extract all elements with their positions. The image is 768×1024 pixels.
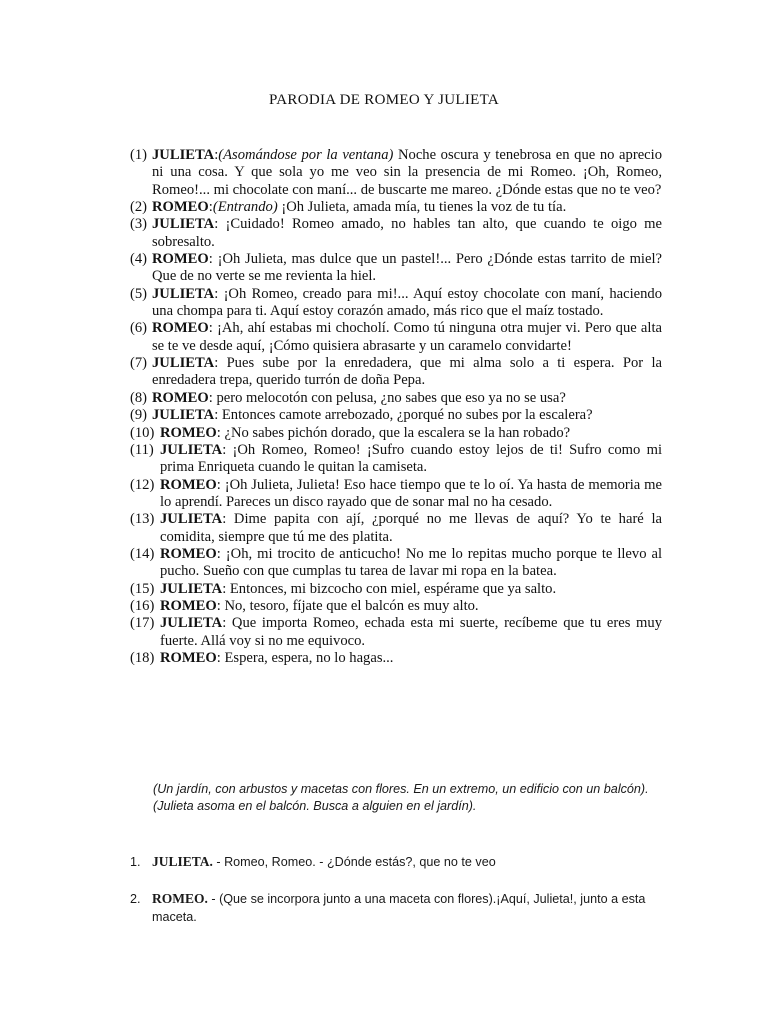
entry-number: (13) [130, 511, 155, 528]
entry-number: (15) [130, 580, 155, 597]
stage-direction-setting: (Un jardín, con arbustos y macetas con flores. En un extremo, un edificio con un balcón). [153, 782, 649, 796]
speaker-separator: : [214, 216, 226, 233]
dialogue-line [130, 890, 670, 926]
script-entry [130, 477, 662, 512]
script-entry [130, 199, 662, 216]
entry-text: ¡Oh Julieta, Julieta! Eso hace tiempo que te lo oí. Ya hasta de memoria me lo aprendí. Pareces un disco rayado que de sonar mal no ha cesado. [160, 476, 662, 510]
speaker-separator: : [208, 389, 217, 406]
speaker-separator: : [208, 320, 218, 337]
speaker-separator: : [214, 285, 224, 302]
script-entry [130, 598, 662, 615]
speaker-separator: : [216, 597, 225, 614]
entry-number: (5) [130, 285, 148, 302]
speaker-separator: : [222, 615, 232, 632]
line-number: 1. [130, 855, 141, 869]
speaker-separator: : [208, 199, 213, 216]
script-entry [130, 320, 662, 355]
speaker-name: JULIETA [160, 580, 223, 597]
numbered-script [130, 147, 662, 667]
dialogue-line [130, 853, 670, 871]
script-entry [130, 286, 662, 321]
speaker-name: JULIETA [152, 285, 215, 302]
entry-number: (17) [130, 615, 155, 632]
speaker-name: ROMEO [152, 320, 209, 337]
speaker-separator: : [208, 251, 218, 268]
entry-number: (9) [130, 407, 148, 424]
entry-text: Dime papita con ají, ¿porqué no me llevas de aquí? Yo te haré la comidita, siempre que tú me des platita. [160, 511, 662, 545]
speaker-name: JULIETA [160, 511, 223, 528]
entry-number: (16) [130, 597, 155, 614]
speaker-name: ROMEO. [152, 891, 208, 906]
entry-text: ¡Oh Romeo, Romeo! ¡Sufro cuando estoy lejos de ti! Sufro como mi prima Enriqueta cuando le quitan la camiseta. [160, 441, 663, 476]
speaker-name: ROMEO [152, 389, 209, 406]
entry-number: (12) [130, 476, 155, 493]
speaker-name: JULIETA [160, 441, 223, 458]
script-entry [130, 650, 662, 667]
script-entry [130, 355, 662, 390]
script-entry [130, 546, 662, 581]
page-title: PARODIA DE ROMEO Y JULIETA [269, 92, 499, 108]
speaker-name: JULIETA [152, 407, 215, 424]
entry-number: (1) [130, 147, 148, 163]
speaker-separator: : [222, 511, 234, 528]
speaker-name: ROMEO [160, 545, 217, 562]
entry-number: (18) [130, 649, 155, 666]
speaker-separator: : [216, 545, 226, 562]
script-entry [130, 147, 662, 199]
entry-number: (11) [130, 441, 154, 458]
stage-directions [153, 781, 663, 815]
script-entry [130, 511, 662, 546]
entry-number: (10) [130, 424, 155, 441]
stage-direction: (Entrando) [212, 199, 278, 216]
speaker-separator: : [214, 147, 219, 163]
entry-number: (6) [130, 320, 148, 337]
entry-text: Noche oscura y tenebrosa en que no aprecio ni una cosa. Y que sola yo me veo sin la presencia de mi Romeo. ¡Oh, Romeo, Romeo!... mi chocolate con maní... de buscarte me mareo. ¿Dónde estas que no te veo? [152, 147, 662, 198]
stage-direction-action: (Julieta asoma en el balcón. Busca a alguien en el jardín). [153, 799, 477, 813]
speaker-separator: : [216, 424, 225, 441]
speaker-name: ROMEO [160, 597, 217, 614]
script-entry [130, 251, 662, 286]
speaker-name: ROMEO [152, 199, 209, 216]
entry-text: Espera, espera, no lo hagas... [224, 649, 394, 666]
entry-text: No, tesoro, fíjate que el balcón es muy alto. [224, 597, 479, 614]
entry-text: ¡Oh, mi trocito de anticucho! No me lo repitas mucho porque te llevo al pucho. Sueño con que cumplas tu tarea de lavar mi ropa en la batea. [160, 545, 663, 580]
speaker-name: JULIETA [152, 147, 215, 163]
speaker-name: ROMEO [160, 649, 217, 666]
line-text: - (Que se incorpora junto a una maceta con flores).¡Aquí, Julieta!, junto a esta maceta. [152, 892, 646, 924]
script-entry [130, 442, 662, 477]
speaker-separator: : [214, 355, 227, 372]
speaker-name: JULIETA [152, 216, 215, 233]
entry-text: ¡Oh Julieta, mas dulce que un pastel!... Pero ¿Dónde estas tarrito de miel? Que de no verte se me revienta la hiel. [152, 251, 662, 285]
speaker-name: ROMEO [160, 476, 217, 493]
entry-number: (7) [130, 355, 148, 372]
entry-text: ¡Ah, ahí estabas mi chocholí. Como tú ninguna otra mujer vi. Pero que alta se te ve desde aquí, ¡Cómo quisiera abrasarte y un caramelo convidarte! [152, 320, 662, 354]
entry-text: ¡Oh Julieta, amada mía, tu tienes la voz de tu tía. [277, 199, 567, 216]
entry-text: pero melocotón con pelusa, ¿no sabes que eso ya no se usa? [216, 389, 566, 406]
speaker-separator: : [216, 649, 225, 666]
speaker-name: JULIETA [160, 615, 223, 632]
script-entry [130, 216, 662, 251]
speaker-separator: : [216, 476, 225, 493]
script-entry [130, 581, 662, 598]
entry-text: ¿No sabes pichón dorado, que la escalera se la han robado? [224, 424, 571, 441]
entry-text: Que importa Romeo, echada esta mi suerte, recíbeme que tu eres muy fuerte. Allá voy si no me equivoco. [160, 615, 663, 649]
entry-text: ¡Oh Romeo, creado para mi!... Aquí estoy chocolate con maní, haciendo una chompa para ti. Aquí estoy corazón amado, más rico que el maíz tostado. [152, 285, 663, 320]
entry-text: Entonces, mi bizcocho con miel, espérame que ya salto. [229, 580, 557, 597]
speaker-separator: : [222, 580, 230, 597]
script-entry [130, 425, 662, 442]
stage-direction: (Asomándose por la ventana) [218, 147, 394, 163]
speaker-separator: : [214, 407, 222, 424]
entry-number: (3) [130, 216, 148, 233]
speaker-name: ROMEO [152, 251, 209, 268]
line-text: - Romeo, Romeo. - ¿Dónde estás?, que no te veo [212, 855, 496, 869]
entry-number: (4) [130, 251, 148, 268]
script-entry [130, 407, 662, 424]
entry-text: ¡Cuidado! Romeo amado, no hables tan alto, que cuando te oigo me sobresalto. [152, 216, 663, 250]
entry-text: Pues sube por la enredadera, que mi alma solo a ti espera. Por la enredadera trepa, querido turrón de doña Pepa. [152, 355, 663, 389]
script-entry [130, 615, 662, 650]
entry-text: Entonces camote arrebozado, ¿porqué no subes por la escalera? [221, 407, 593, 424]
line-number: 2. [130, 892, 141, 906]
entry-number: (2) [130, 199, 148, 216]
speaker-separator: : [222, 441, 233, 458]
entry-number: (8) [130, 389, 148, 406]
speaker-name: JULIETA [152, 355, 215, 372]
speaker-name: ROMEO [160, 424, 217, 441]
speaker-name: JULIETA. [152, 854, 213, 869]
entry-number: (14) [130, 545, 155, 562]
script-entry [130, 390, 662, 407]
